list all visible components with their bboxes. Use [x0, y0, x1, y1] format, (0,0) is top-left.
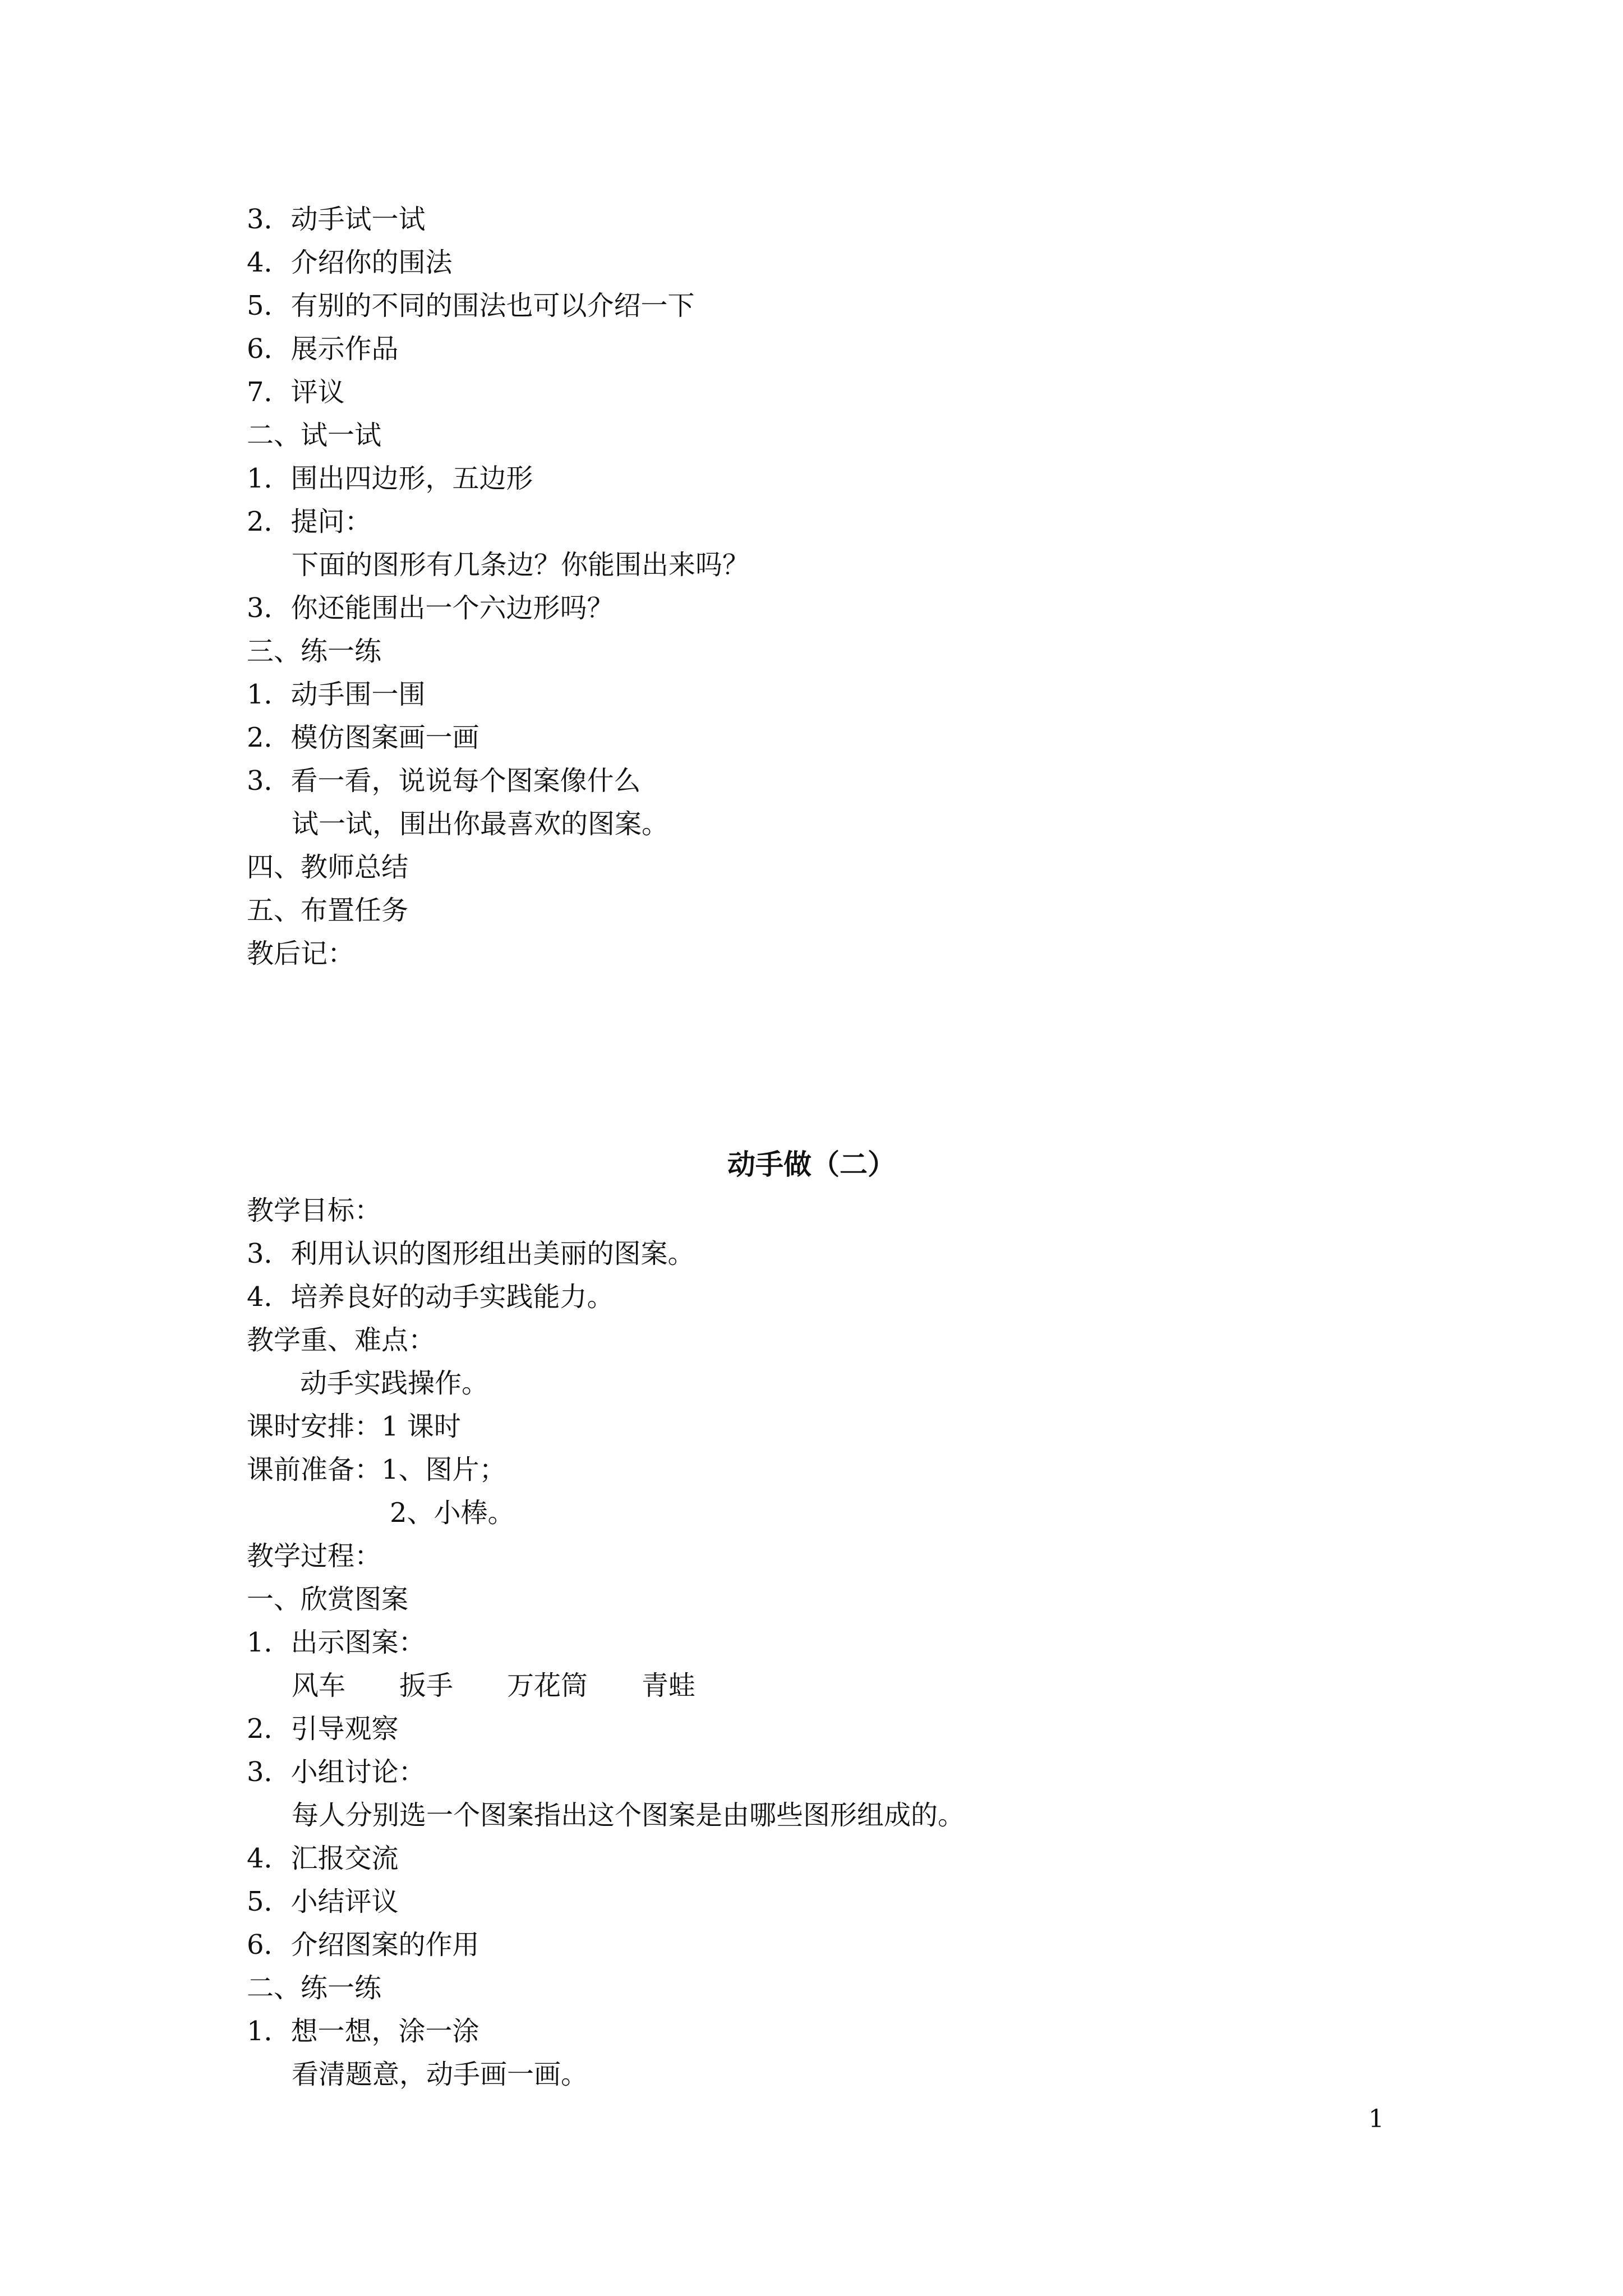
section-heading: 二、练一练 [247, 1972, 382, 2004]
text-line-indented: 下面的图形有几条边？你能围出来吗？ [292, 549, 750, 581]
text-line: 4．培养良好的动手实践能力。 [247, 1281, 614, 1313]
text-line: 2．模仿图案画一画 [247, 722, 479, 753]
text-line: 4．介绍你的围法 [247, 247, 453, 278]
text-line: 5．小结评议 [247, 1886, 399, 1917]
section-heading: 二、试一试 [247, 420, 382, 451]
text-line: 教学过程： [247, 1540, 382, 1572]
section-heading: 一、欣赏图案 [247, 1584, 409, 1615]
text-line: 6．介绍图案的作用 [247, 1929, 479, 1961]
text-line-indented: 风车 扳手 万花筒 青蛙 [292, 1670, 696, 1701]
section-heading: 五、布置任务 [247, 895, 409, 926]
text-line: 3．看一看，说说每个图案像什么 [247, 765, 641, 797]
text-line: 2．引导观察 [247, 1713, 399, 1745]
text-line: 教学目标： [247, 1195, 382, 1226]
text-line: 3．小组讨论： [247, 1756, 426, 1788]
text-line: 6．展示作品 [247, 333, 399, 365]
text-line: 1．想一想，涂一涂 [247, 2016, 479, 2047]
text-line: 课时安排：1 课时 [247, 1411, 461, 1442]
text-line-indented: 看清题意，动手画一画。 [292, 2059, 588, 2090]
section-heading: 三、练一练 [247, 636, 382, 667]
text-line: 7．评议 [247, 376, 345, 408]
lesson-title: 动手做（二） [727, 1148, 896, 1181]
text-line: 教后记： [247, 938, 355, 969]
text-line-indented: 试一试，围出你最喜欢的图案。 [292, 808, 669, 840]
section-heading: 四、教师总结 [247, 852, 409, 883]
text-line-indented: 每人分别选一个图案指出这个图案是由哪些图形组成的。 [292, 1800, 965, 1831]
text-line: 1．围出四边形，五边形 [247, 463, 533, 494]
text-line: 2．提问： [247, 506, 372, 537]
text-line: 1．动手围一围 [247, 679, 426, 710]
text-line: 4．汇报交流 [247, 1843, 399, 1874]
text-line-indented: 2、小棒。 [390, 1497, 515, 1529]
page-number: 1 [1368, 2105, 1384, 2133]
text-line: 5．有别的不同的围法也可以介绍一下 [247, 290, 695, 321]
text-line: 3．动手试一试 [247, 204, 426, 235]
text-line: 3．你还能围出一个六边形吗？ [247, 592, 614, 624]
text-line: 教学重、难点： [247, 1324, 436, 1356]
text-line: 课前准备：1、图片； [247, 1454, 506, 1485]
text-line: 3．利用认识的图形组出美丽的图案。 [247, 1238, 695, 1269]
text-line-indented: 动手实践操作。 [300, 1368, 489, 1399]
text-line: 1．出示图案： [247, 1627, 426, 1658]
